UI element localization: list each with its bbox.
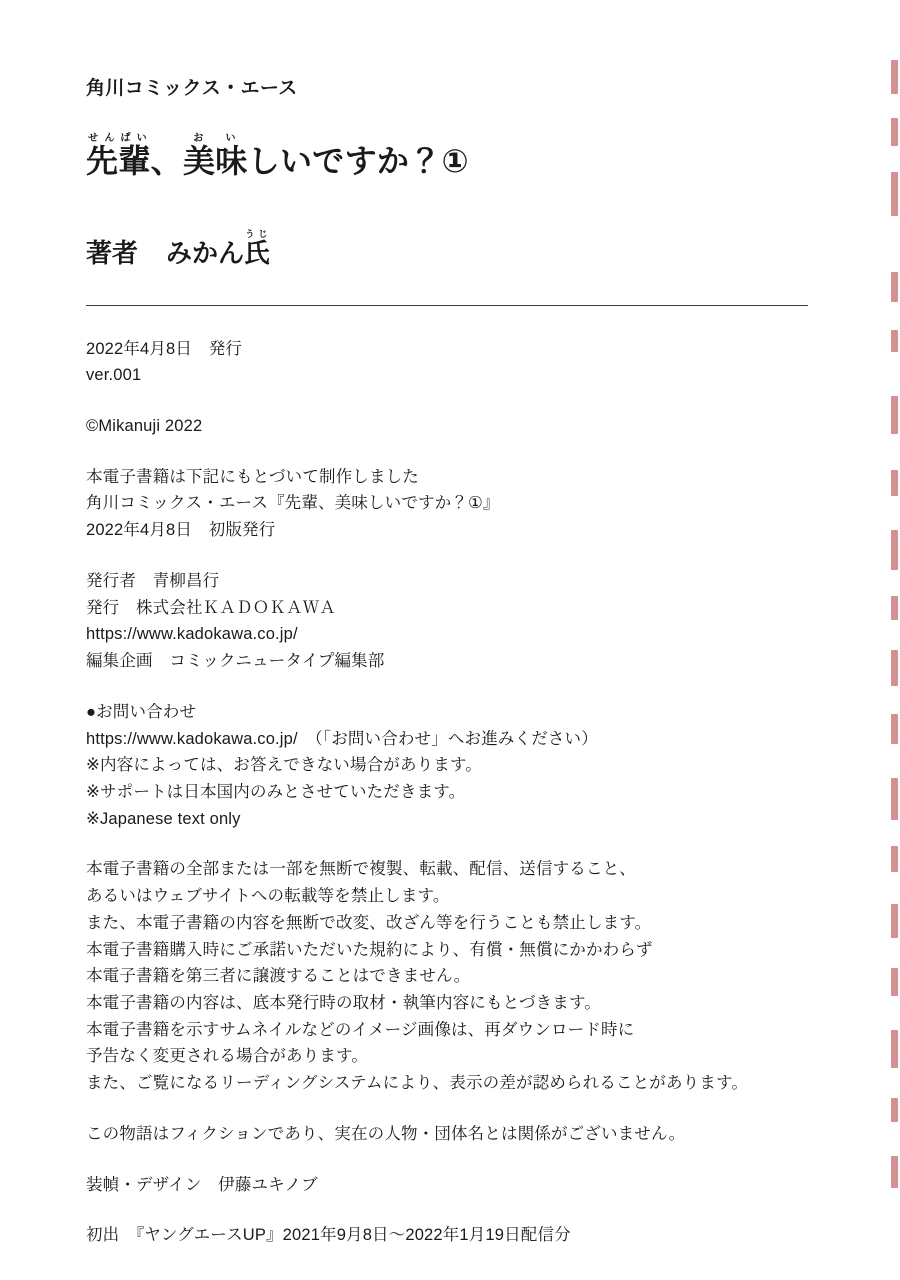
scan-bleed-marks — [878, 0, 900, 1280]
colophon-content — [86, 78, 816, 1271]
publication-version: ver.001 — [86, 366, 142, 385]
source-edition-note: 本電子書籍は下記にもとづいて制作しました 角川コミックス・エース『先輩、美味しいですか？①』 2022年4月8日 初版発行 — [86, 467, 500, 540]
page-title — [86, 133, 816, 181]
author-label: 著者 — [86, 237, 139, 268]
publisher-company: 発行 株式会社ＫＡＤＯＫＡＷＡ — [86, 598, 336, 617]
first-publication-credit: 初出 『ヤングエースUP』2021年9月8日〜2022年1月19日配信分 — [86, 1226, 571, 1245]
editorial-department: 編集企画 コミックニュータイプ編集部 — [86, 652, 385, 671]
author-name-kana: みかん — [166, 237, 245, 268]
title-part-oi-i: 味い — [215, 132, 248, 179]
inquiry-url[interactable]: https://www.kadokawa.co.jp/ （「お問い合わせ」へお進みください） — [86, 729, 598, 748]
fiction-disclaimer: この物語はフィクションであり、実在の人物・団体名とは関係がございません。 — [86, 1124, 686, 1143]
title-part-rest: しいですか？① — [247, 142, 469, 179]
inquiry-heading: ●お問い合わせ — [86, 702, 197, 721]
inquiry-section — [86, 699, 816, 833]
inquiry-note-3: ※Japanese text only — [86, 809, 241, 828]
publisher-url[interactable]: https://www.kadokawa.co.jp/ — [86, 625, 298, 644]
author-line — [86, 229, 816, 271]
copyright-notice: ©Mikanuji 2022 — [86, 417, 203, 436]
publication-info — [86, 336, 816, 389]
title-part-senpai: 先輩せんぱい — [86, 132, 151, 179]
publication-date: 2022年4月8日 発行 — [86, 339, 243, 358]
terms-of-use: 本電子書籍の全部または一部を無断で複製、転載、配信、送信すること、 あるいはウェブサイトへの転載等を禁止します。 また、本電子書籍の内容を無断で改変、改ざん等を行うことも禁止します。 本電子書籍購入時にご承諾いただいた規約により、有償・無償にかかわらず 本電子書籍を第三者に譲渡することはできません。 本電子書籍の内容は、底本発行時の取材・執筆内容にもとづきます。 本電子書籍を示すサムネイルなどのイメージ画像は、再ダウンロード時に 予告なく変更される場合があります。 また、ご覧になるリーディングシステムにより、表示の差が認められることがあります。 — [86, 860, 748, 1093]
title-part-comma: 、 — [150, 142, 183, 179]
inquiry-note-1: ※内容によっては、お答えできない場合があります。 — [86, 756, 482, 775]
inquiry-note-2: ※サポートは日本国内のみとさせていただきます。 — [86, 782, 466, 801]
author-name-uji: 氏うじ — [244, 228, 271, 268]
title-part-oi-o: 美お — [182, 132, 216, 179]
imprint-label: 角川コミックス・エース — [86, 78, 298, 99]
publisher-person: 発行者 青柳昌行 — [86, 571, 220, 590]
horizontal-divider — [86, 305, 808, 306]
publisher-info — [86, 568, 816, 675]
design-credit: 装幀・デザイン 伊藤ユキノブ — [86, 1175, 318, 1194]
